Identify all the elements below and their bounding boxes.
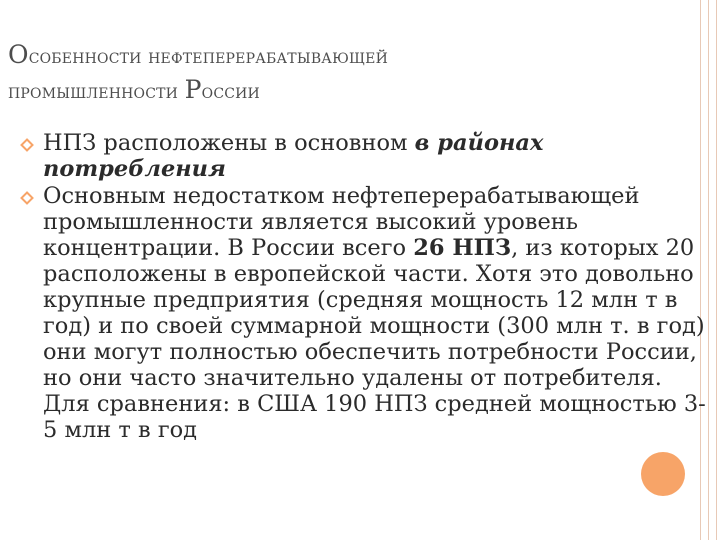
bullet-emphasis: в районах потребления bbox=[43, 130, 544, 182]
decorative-border-line bbox=[716, 0, 717, 540]
hollow-diamond-bullet-icon bbox=[20, 191, 34, 205]
slide-title bbox=[8, 38, 698, 108]
title-line-1 bbox=[8, 38, 698, 73]
title-capital: О bbox=[8, 40, 29, 69]
title-capital: Р bbox=[184, 75, 202, 104]
title-text: собенности нефтеперерабатывающей bbox=[28, 44, 389, 68]
hollow-diamond-bullet-icon bbox=[20, 138, 34, 152]
bullet-emphasis: 26 НПЗ bbox=[413, 235, 512, 261]
title-line-2 bbox=[8, 73, 698, 108]
decorative-circle bbox=[641, 452, 685, 496]
title-text: промышленности bbox=[8, 79, 185, 103]
bullet-text: НПЗ расположены в основном bbox=[43, 130, 415, 156]
bullet-item bbox=[20, 183, 712, 443]
title-text: оссии bbox=[201, 79, 260, 103]
bullet-text: , из которых 20 расположены в европейской части. Хотя это довольно крупные предприятия (средняя мощность 12 млн т в год) и по своей суммарной мощности (300 млн т. в год) они могут полностью обеспечить потребности России, но они часто значительно удалены от потребителя. Для сравнения: в США 190 НПЗ средней мощностью 3-5 млн т в год bbox=[43, 235, 706, 443]
bullet-text: Основным недостатком нефтеперерабатывающей промышленности является высокий уровень концентрации. В России всего bbox=[43, 183, 640, 261]
slide-content bbox=[20, 130, 712, 443]
bullet-item bbox=[20, 130, 712, 182]
